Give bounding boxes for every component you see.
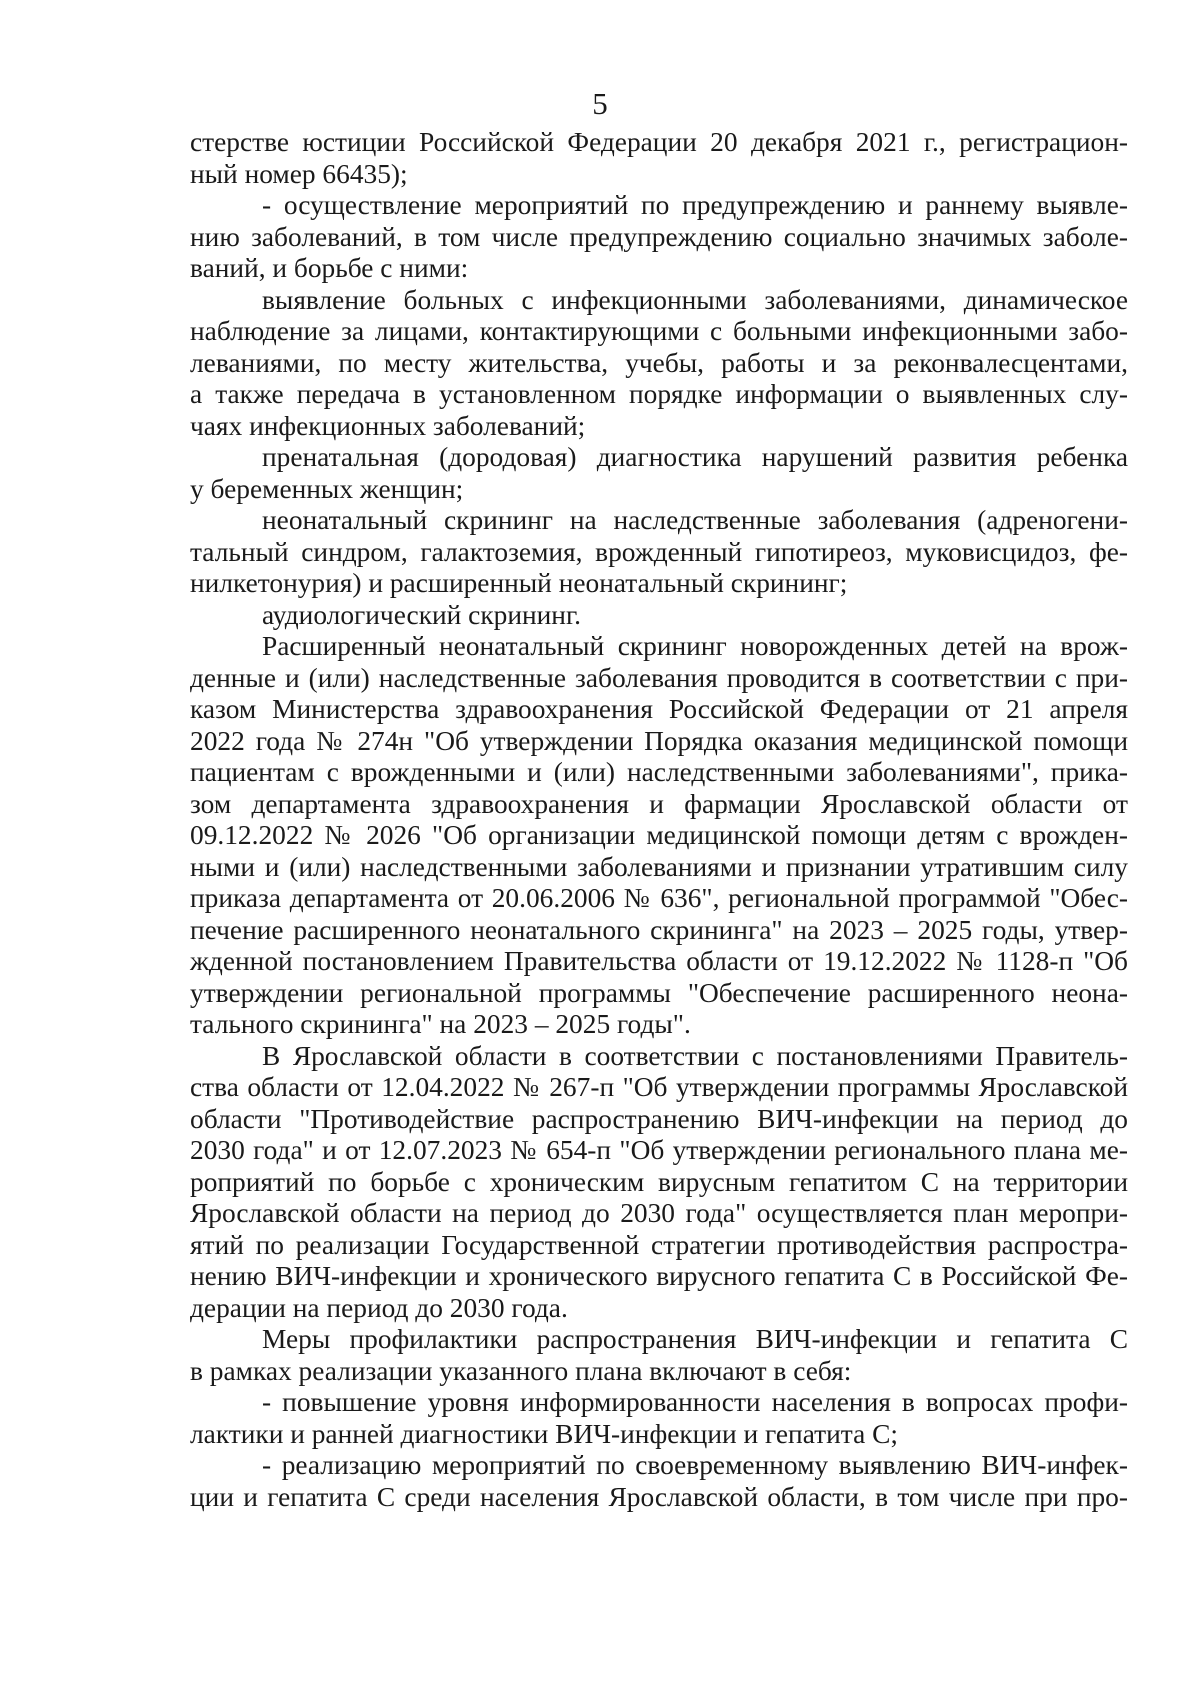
text-line: ятий по реализации Государственной стратегии противодействия распростра- xyxy=(190,1229,1128,1260)
text-line: ции и гепатита С среди населения Ярославской области, в том числе при про- xyxy=(190,1481,1128,1512)
text-line: в рамках реализации указанного плана включают в себя: xyxy=(190,1355,852,1386)
text-line: у беременных женщин; xyxy=(190,473,464,504)
text-line: приказа департамента от 20.06.2006 № 636", региональной программой "Обес- xyxy=(190,883,1128,913)
text-line: леваниями, по месту жительства, учебы, работы и за реконвалесцентами, xyxy=(190,347,1128,378)
text-line: жденной постановлением Правительства области от 19.12.2022 № 1128-п "Об xyxy=(190,946,1128,976)
text-line: ваний, и борьбе с ними: xyxy=(190,253,469,283)
text-line: - повышение уровня информированности населения в вопросах профи- xyxy=(262,1387,1128,1417)
text-line: зом департамента здравоохранения и фармации Ярославской области от xyxy=(190,788,1128,819)
text-line: дерации на период до 2030 года. xyxy=(190,1292,568,1323)
text-line: стерстве юстиции Российской Федерации 20 декабря 2021 г., регистрацион- xyxy=(190,127,1128,157)
text-line: 2022 года № 274н "Об утверждении Порядка оказания медицинской помощи xyxy=(190,725,1128,756)
text-line: 09.12.2022 № 2026 "Об организации медицинской помощи детям с врожден- xyxy=(190,820,1128,850)
text-line: а также передача в установленном порядке информации о выявленных слу- xyxy=(190,379,1128,409)
text-line: чаях инфекционных заболеваний; xyxy=(190,410,586,441)
text-line: денные и (или) наследственные заболевания проводится в соответствии с при- xyxy=(190,662,1128,693)
text-line: ный номер 66435); xyxy=(190,158,408,189)
text-line: области "Противодействие распространению ВИЧ-инфекции на период до xyxy=(190,1103,1128,1134)
text-line: выявление больных с инфекционными заболеваниями, динамическое xyxy=(262,284,1128,315)
text-line: Ярославской области на период до 2030 года" осуществляется план меропри- xyxy=(190,1198,1128,1228)
text-line: В Ярославской области в соответствии с постановлениями Правитель- xyxy=(262,1040,1128,1071)
text-line: нилкетонурия) и расширенный неонатальный скрининг; xyxy=(190,568,848,598)
text-line: роприятий по борьбе с хроническим вирусным гепатитом С на территории xyxy=(190,1166,1128,1197)
text-line: пренатальная (дородовая) диагностика нарушений развития ребенка xyxy=(262,442,1128,472)
page-number: 5 xyxy=(592,86,608,121)
text-line: казом Министерства здравоохранения Российской Федерации от 21 апреля xyxy=(190,694,1128,724)
text-line: неонатальный скрининг на наследственные заболевания (адреногени- xyxy=(262,505,1128,535)
text-line: 2030 года" и от 12.07.2023 № 654-п "Об утверждении регионального плана ме- xyxy=(190,1135,1128,1165)
text-line: нию заболеваний, в том числе предупреждению социально значимых заболе- xyxy=(190,221,1128,252)
text-line: ными и (или) наследственными заболеваниями и признании утратившим силу xyxy=(190,851,1128,882)
text-line: утверждении региональной программы "Обеспечение расширенного неона- xyxy=(190,977,1128,1008)
text-line: наблюдение за лицами, контактирующими с больными инфекционными забо- xyxy=(190,316,1128,346)
text-line: ства области от 12.04.2022 № 267-п "Об утверждении программы Ярославской xyxy=(190,1072,1128,1102)
text-line: нению ВИЧ-инфекции и хронического вирусного гепатита С в Российской Фе- xyxy=(190,1261,1128,1291)
text-line: - осуществление мероприятий по предупреждению и раннему выявле- xyxy=(262,190,1128,220)
text-line: тальный синдром, галактоземия, врожденный гипотиреоз, муковисцидоз, фе- xyxy=(190,536,1128,567)
text-line: Меры профилактики распространения ВИЧ-инфекции и гепатита С xyxy=(262,1324,1128,1354)
text-line: печение расширенного неонатального скрининга" на 2023 – 2025 годы, утвер- xyxy=(190,914,1128,945)
text-line: Расширенный неонатальный скрининг новорожденных детей на врож- xyxy=(262,631,1128,661)
text-line: пациентам с врожденными и (или) наследственными заболеваниями", прика- xyxy=(190,757,1128,787)
text-line: тального скрининга" на 2023 – 2025 годы". xyxy=(190,1009,691,1039)
text-line: - реализацию мероприятий по своевременному выявлению ВИЧ-инфек- xyxy=(262,1450,1128,1480)
text-line: лактики и ранней диагностики ВИЧ-инфекции и гепатита С; xyxy=(190,1418,898,1449)
text-line: аудиологический скрининг. xyxy=(262,599,581,630)
